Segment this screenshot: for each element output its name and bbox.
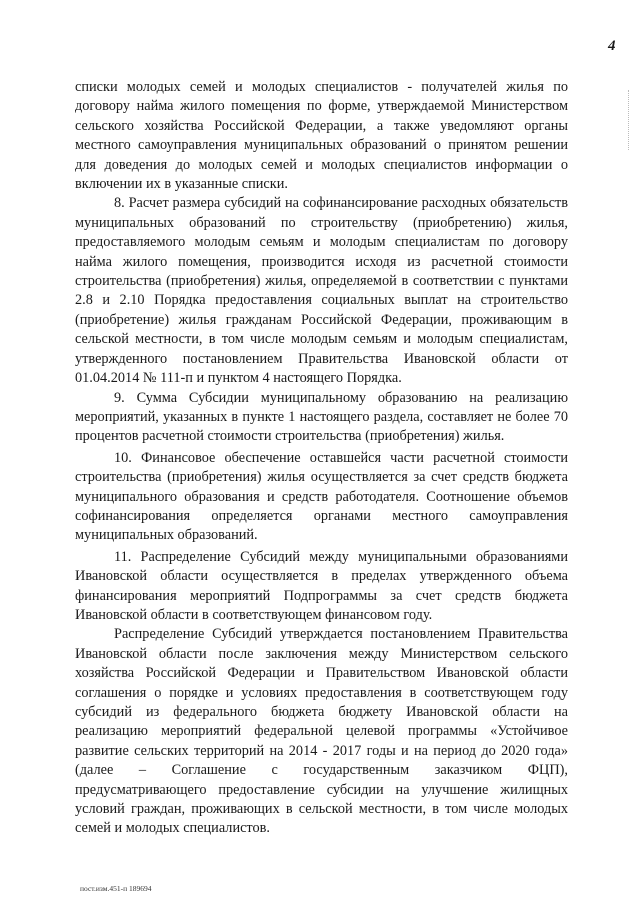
paragraph-10: 10. Финансовое обеспечение оставшейся части расчетной стоимости строительства (приобретения) жилья осуществляется за счет средств бюджета муниципального образования и средств работодателя. Соотношение объемов софинансирования определяется органами местного самоуправления муниципальных образований. [75,449,568,544]
paragraph-9: 9. Сумма Субсидии муниципальному образованию на реализацию мероприятий, указанных в пункте 1 настоящего раздела, составляет не более 70 процентов расчетной стоимости строительства (приобретения) жилья. [75,389,568,445]
paragraph-continuation: списки молодых семей и молодых специалистов - получателей жилья по договору найма жилого помещения по форме, утверждаемой Министерством сельского хозяйства Российской Федерации, а также уведомляют органы местного самоуправления муниципальных образований о принятом решении для доведения до молодых семей и молодых специалистов информации о включении их в указанные списки. [75,79,568,193]
paragraph-11: 11. Распределение Субсидий между муниципальными образованиями Ивановской области осуществляется в пределах утвержденного объема финансирования мероприятий Подпрограммы за счет средств бюджета Ивановской области в соответствующем финансовом году. [75,548,568,623]
margin-scan-marks [628,90,631,150]
page-number: 4 [608,38,616,54]
footer-document-code: пост.изм.451-п 189694 [80,884,152,893]
paragraph-11-distribution: Распределение Субсидий утверждается постановлением Правительства Ивановской области после заключения между Министерством сельского хозяйства Российской Федерации и Правительством Ивановской области соглашения о порядке и условиях предоставления в соответствующем году субсидий из федерального бюджета бюджету Ивановской области на реализацию мероприятий федеральной целевой программы «Устойчивое развитие сельских территорий на 2014 - 2017 годы и на период до 2020 года» (далее – Соглашение с государственным заказчиком ФЦП), предусматривающего предоставление субсидии на улучшение жилищных условий граждан, проживающих в сельской местности, в том числе молодых семей и молодых специалистов. [75,626,568,837]
paragraph-8: 8. Расчет размера субсидий на софинансирование расходных обязательств муниципальных образований по строительству (приобретению) жилья, предоставляемого молодым семьям и молодым специалистам по договору найма жилого помещения, производится исходя из расчетной стоимости строительства (приобретения) жилья, определяемой в соответствии с пунктами 2.8 и 2.10 Порядка предоставления социальных выплат на строительство (приобретение) жилья гражданам Российской Федерации, проживающим в сельской местности, в том числе молодым семьям и молодым специалистам, утвержденного постановлением Правительства Ивановской области от 01.04.2014 № 111-п и пунктом 4 настоящего Порядка. [75,195,568,387]
document-body [75,78,568,839]
